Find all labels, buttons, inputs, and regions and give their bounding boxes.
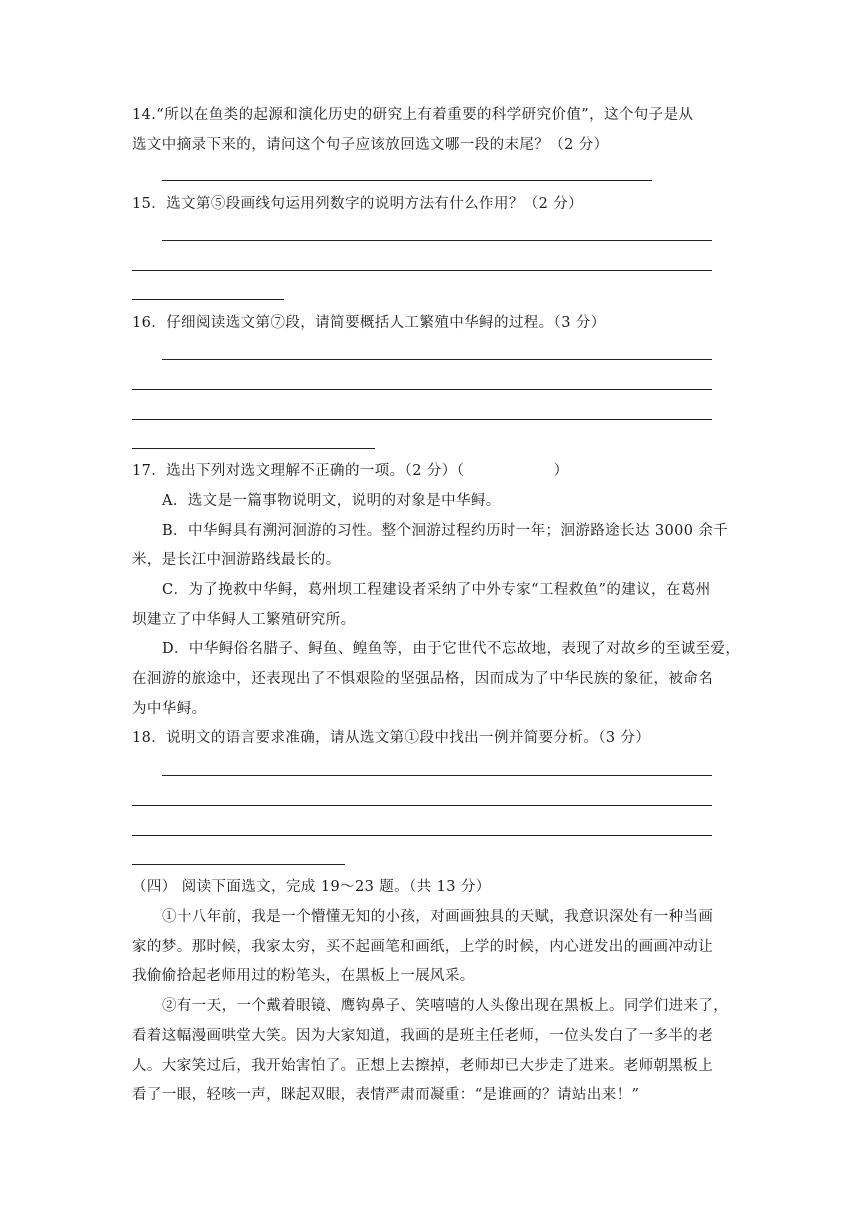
q17-option-d-line-3: 为中华鲟。 bbox=[132, 701, 207, 717]
q18-prompt: 18．说明文的语言要求准确，请从选文第①段中找出一例并简要分析。（3 分） bbox=[132, 730, 651, 746]
q17-option-c-line-2: 坝建立了中华鲟人工繁殖研究所。 bbox=[132, 612, 356, 628]
q15-answer-line-3[interactable] bbox=[132, 299, 284, 300]
q17-option-c-line-1: C．为了挽救中华鲟，葛州坝工程建设者采纳了中外专家“工程救鱼”的建议，在葛州 bbox=[162, 582, 711, 598]
section-4-p2-line-4: 看了一眼，轻咳一声，眯起双眼，表情严肃而凝重：“是谁画的？请站出来！” bbox=[132, 1087, 640, 1103]
q18-answer-line-1[interactable] bbox=[162, 775, 712, 776]
q17-option-d-line-2: 在洄游的旅途中，还表现出了不惧艰险的坚强品格，因而成为了中华民族的象征，被命名 bbox=[132, 671, 714, 687]
q14-answer-line[interactable] bbox=[162, 180, 652, 181]
q17-option-b-line-2: 米，是长江中洄游路线最长的。 bbox=[132, 552, 341, 568]
q18-answer-line-2[interactable] bbox=[132, 805, 712, 806]
q18-answer-line-4[interactable] bbox=[132, 864, 345, 865]
section-4-p1-line-3: 我偷偷拾起老师用过的粉笔头，在黑板上一展风采。 bbox=[132, 968, 475, 984]
section-4-p2-line-1: ②有一天，一个戴着眼镜、鹰钩鼻子、笑嘻嘻的人头像出现在黑板上。同学们进来了， bbox=[162, 998, 729, 1014]
section-4-p1-line-2: 家的梦。那时候，我家太穷，买不起画笔和画纸，上学的时候，内心迸发出的画画冲动让 bbox=[132, 939, 714, 955]
q15-prompt: 15．选文第⑤段画线句运用列数字的说明方法有什么作用？（2 分） bbox=[132, 196, 584, 212]
q16-answer-line-3[interactable] bbox=[132, 419, 712, 420]
q17-option-d-line-1: D．中华鲟俗名腊子、鲟鱼、鳇鱼等，由于它世代不忘故地，表现了对故乡的至诚至爱， bbox=[162, 641, 741, 657]
section-4-heading: （四） 阅读下面选文，完成 19～23 题。（共 13 分） bbox=[132, 879, 491, 895]
q15-answer-line-2[interactable] bbox=[132, 270, 712, 271]
q17-option-a: A．选文是一篇事物说明文，说明的对象是中华鲟。 bbox=[162, 493, 501, 509]
q15-answer-line-1[interactable] bbox=[162, 240, 712, 241]
section-4-p2-line-3: 人。大家笑过后，我开始害怕了。正想上去擦掉，老师却已大步走了进来。老师朝黑板上 bbox=[132, 1058, 714, 1074]
q16-answer-line-4[interactable] bbox=[132, 448, 375, 449]
q16-answer-line-2[interactable] bbox=[132, 389, 712, 390]
q14-line-2: 选文中摘录下来的，请问这个句子应该放回选文哪一段的末尾？（2 分） bbox=[132, 137, 609, 153]
q18-answer-line-3[interactable] bbox=[132, 835, 712, 836]
q16-prompt: 16．仔细阅读选文第⑦段，请简要概括人工繁殖中华鲟的过程。（3 分） bbox=[132, 315, 606, 331]
q14-line-1: 14.“所以在鱼类的起源和演化历史的研究上有着重要的科学研究价值”，这个句子是从 bbox=[132, 107, 694, 123]
q17-option-b-line-1: B．中华鲟具有溯河洄游的习性。整个洄游过程约历时一年；洄游路途长达 3000 余千 bbox=[162, 523, 729, 539]
q17-prompt: 17．选出下列对选文理解不正确的一项。（2 分）（ ） bbox=[132, 463, 569, 479]
section-4-p1-line-1: ①十八年前，我是一个懵懂无知的小孩，对画画独具的天赋，我意识深处有一种当画 bbox=[162, 909, 714, 925]
q16-answer-line-1[interactable] bbox=[162, 359, 712, 360]
section-4-p2-line-2: 看着这幅漫画哄堂大笑。因为大家知道，我画的是班主任老师，一位头发白了一多半的老 bbox=[132, 1028, 714, 1044]
